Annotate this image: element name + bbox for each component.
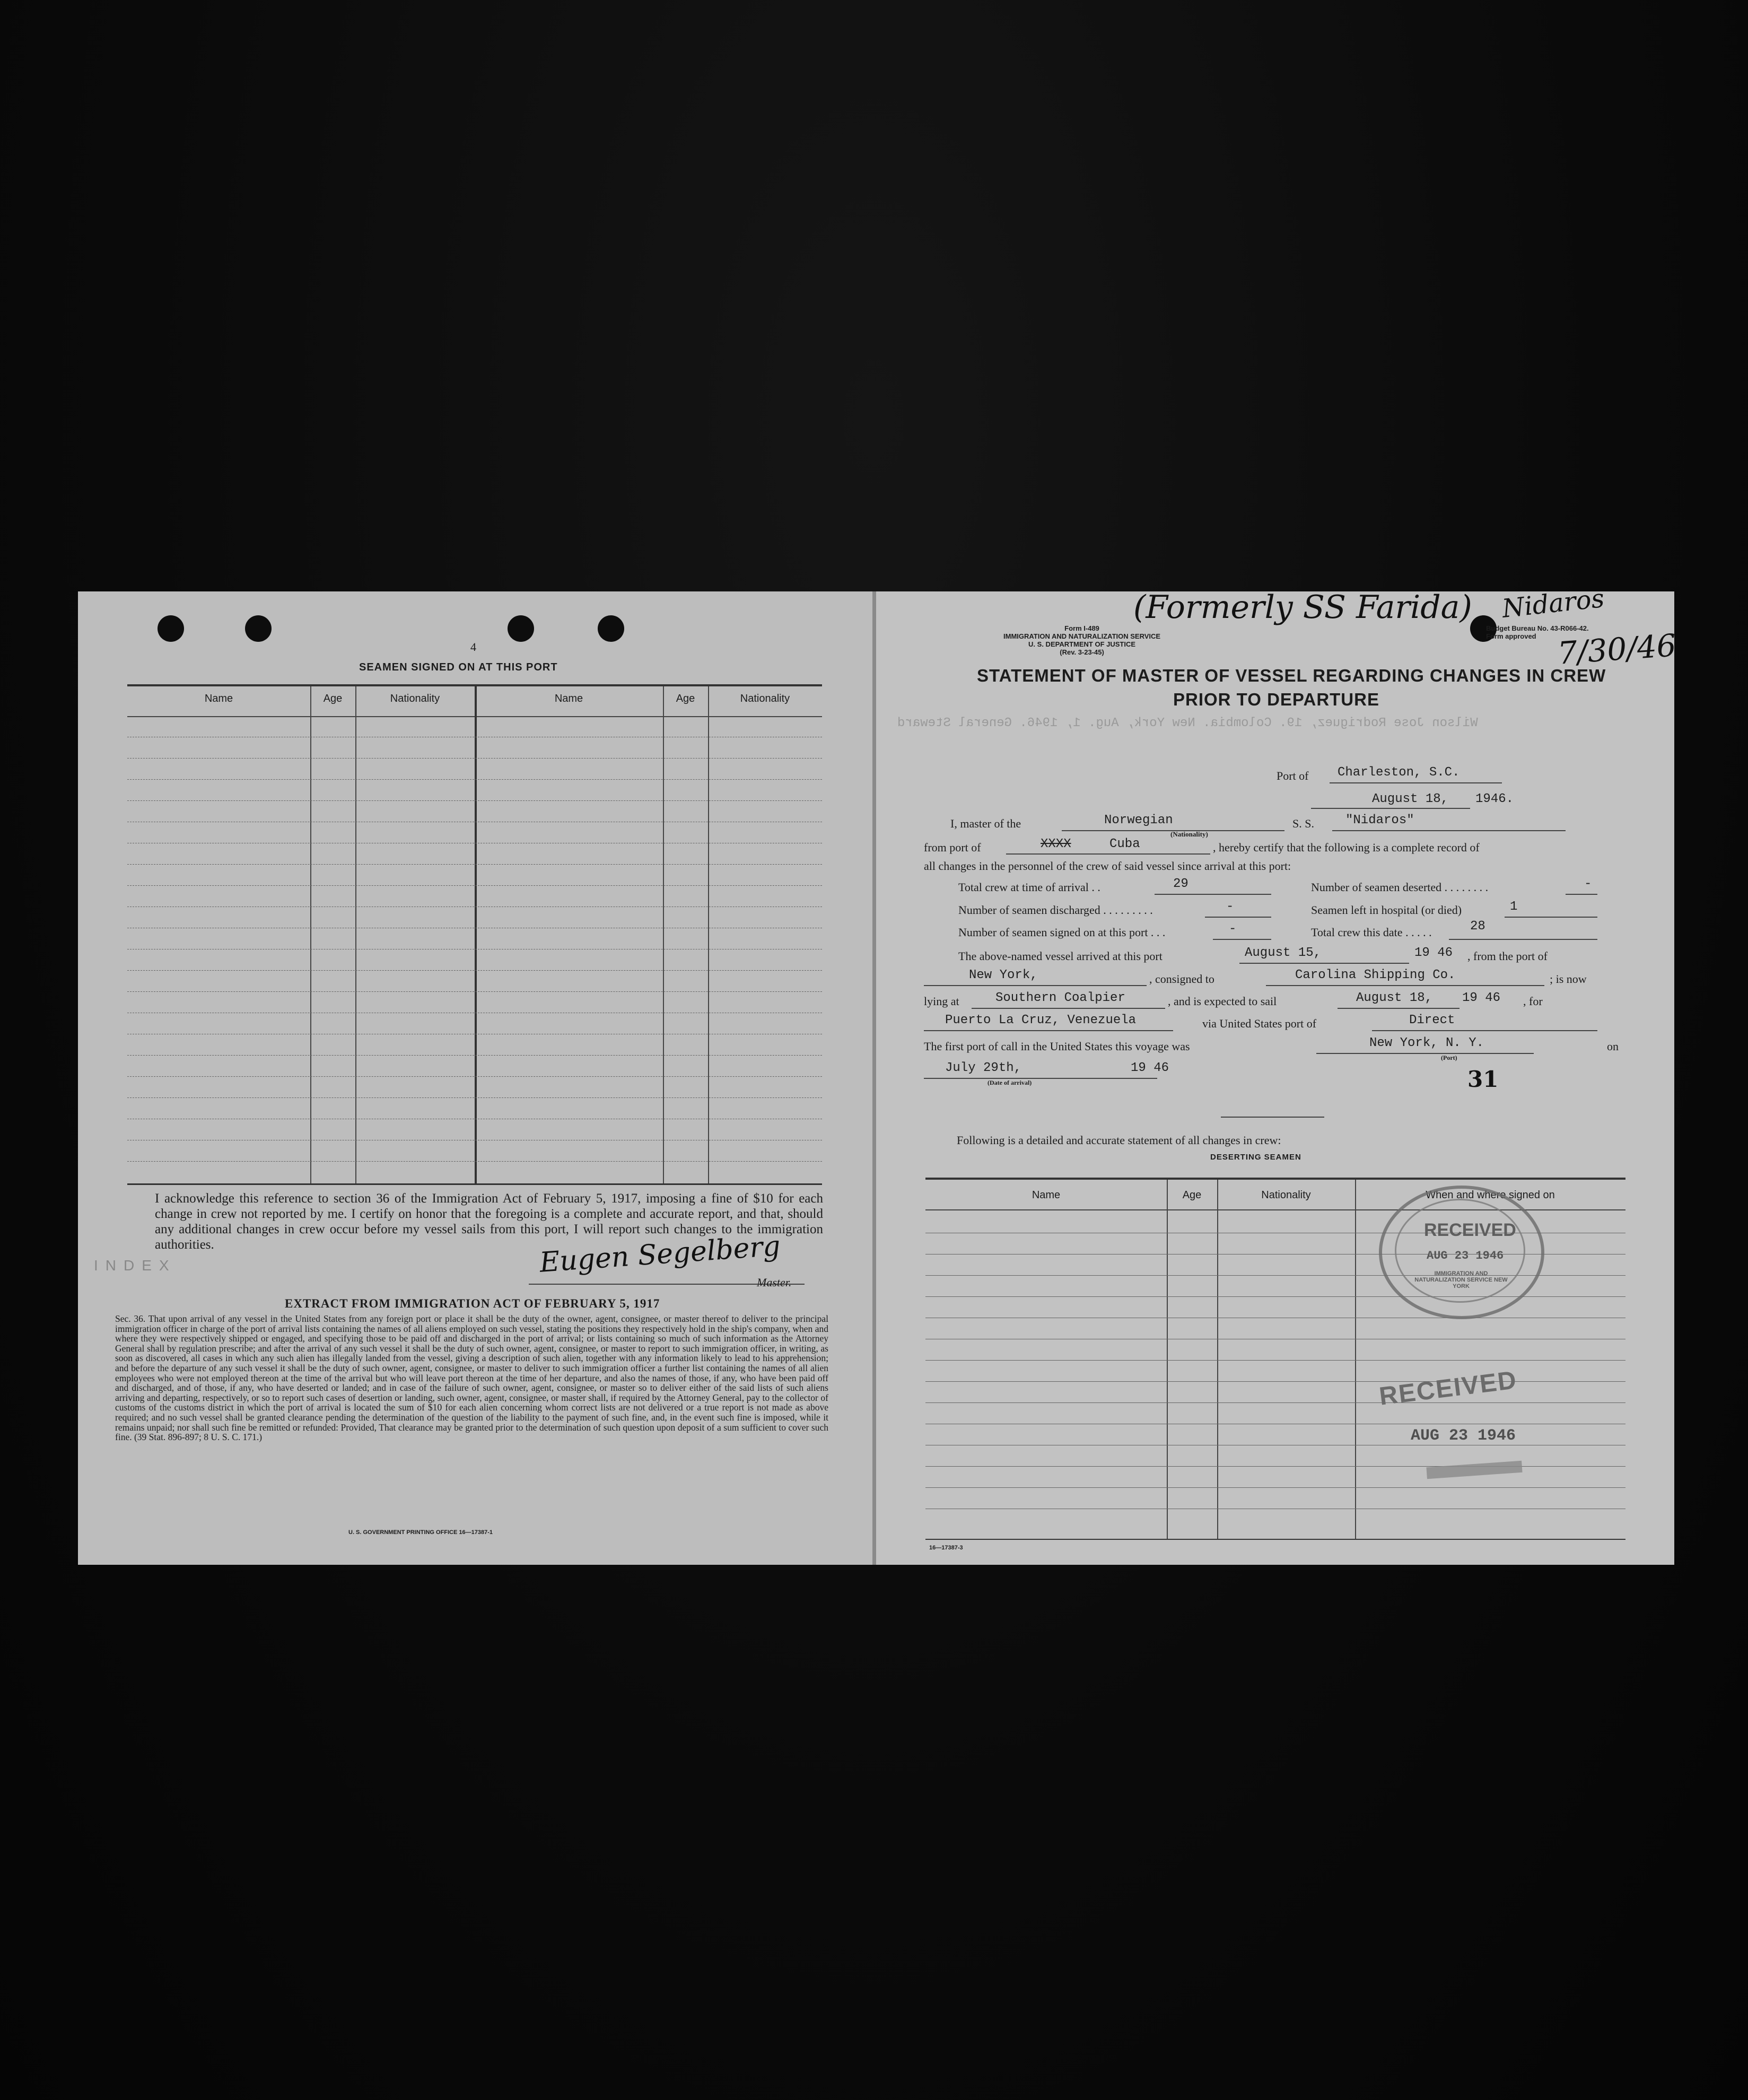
column-header: Age xyxy=(1182,1189,1202,1201)
punch-hole xyxy=(598,615,624,642)
lying-label: lying at xyxy=(924,995,959,1008)
printing-office-note: U. S. GOVERNMENT PRINTING OFFICE 16—17387-1 xyxy=(348,1529,493,1536)
column-header: Nationality xyxy=(1261,1189,1311,1201)
revision-date: (Rev. 3-23-45) xyxy=(1060,648,1104,656)
column-rule xyxy=(355,686,356,1183)
date-year: 1946. xyxy=(1475,792,1514,806)
for-label: , for xyxy=(1523,995,1543,1008)
column-rule xyxy=(663,686,664,1183)
stamp-received-date: AUG 23 1946 xyxy=(1427,1249,1504,1262)
certify-text: , hereby certify that the following is a complete record of xyxy=(1213,841,1480,854)
from-port-label: from port of xyxy=(924,841,981,854)
column-header: When and where signed on xyxy=(1426,1189,1555,1201)
extract-title: EXTRACT FROM IMMIGRATION ACT OF FEBRUARY 5, 1917 xyxy=(285,1297,660,1310)
hospital-value: 1 xyxy=(1510,900,1518,914)
form-title-line1: STATEMENT OF MASTER OF VESSEL REGARDING CHANGES IN CREW xyxy=(977,666,1606,685)
ship-underline xyxy=(1332,830,1566,831)
master-label: Master. xyxy=(757,1276,792,1289)
underline xyxy=(972,1008,1165,1009)
column-rule xyxy=(708,686,709,1183)
table-row xyxy=(127,1055,822,1056)
underline xyxy=(1266,985,1544,986)
table-row xyxy=(925,1487,1625,1488)
page-number: 4 xyxy=(470,640,476,653)
consignee: Carolina Shipping Co. xyxy=(1295,968,1456,982)
form-header xyxy=(1003,624,1160,656)
table-row xyxy=(925,1360,1625,1361)
date-underline xyxy=(1311,808,1470,809)
print-code: 16—17387-3 xyxy=(929,1545,963,1551)
column-header: Name xyxy=(554,693,583,704)
deserting-title: DESERTING SEAMEN xyxy=(1210,1153,1301,1162)
signed-on-label: Number of seamen signed on at this port . . . xyxy=(958,926,1166,939)
port-caption: (Port) xyxy=(1441,1054,1457,1061)
handwritten-number: 31 xyxy=(1467,1066,1499,1092)
ship-name: "Nidaros" xyxy=(1345,813,1414,827)
left-page xyxy=(78,591,872,1565)
table-row xyxy=(127,1076,822,1077)
column-header: Name xyxy=(204,693,233,704)
underline xyxy=(1205,917,1271,918)
form-title-line2: PRIOR TO DEPARTURE xyxy=(1173,690,1379,709)
total-crew-date-label: Total crew this date . . . . . xyxy=(1311,926,1432,939)
on-label: on xyxy=(1607,1040,1619,1053)
separator-rule xyxy=(1221,1117,1324,1118)
total-crew-arrival-label: Total crew at time of arrival . . xyxy=(958,881,1100,894)
underline xyxy=(924,1030,1173,1031)
stamp-agency-text: IMMIGRATION AND NATURALIZATION SERVICE NEW YORK xyxy=(1414,1270,1508,1289)
budget-number: Budget Bureau No. 43-R066-42. xyxy=(1486,624,1589,632)
hospital-label: Seamen left in hospital (or died) xyxy=(1311,903,1462,917)
bleed-through-text: INDEX xyxy=(94,1257,177,1274)
via-value: Direct xyxy=(1409,1013,1455,1027)
table-row xyxy=(127,885,822,886)
table-row xyxy=(127,970,822,971)
arrived-date: August 15, xyxy=(1245,946,1322,960)
arrived-year: 19 46 xyxy=(1414,946,1453,960)
column-header: Name xyxy=(1032,1189,1061,1201)
column-rule xyxy=(1167,1180,1168,1539)
handwritten-ship-name: Nidaros xyxy=(1500,583,1606,624)
is-now-label: ; is now xyxy=(1550,972,1587,986)
column-header: Age xyxy=(323,693,343,704)
agency-name: IMMIGRATION AND NATURALIZATION SERVICE xyxy=(1003,632,1161,640)
table-row xyxy=(127,758,822,759)
port-label: Port of xyxy=(1277,769,1309,782)
column-rule xyxy=(475,686,477,1183)
underline xyxy=(1505,917,1597,918)
arrived-label: The above-named vessel arrived at this port xyxy=(958,949,1163,963)
from-the-port-label: , from the port of xyxy=(1467,949,1548,963)
discharged-value: - xyxy=(1226,900,1234,914)
form-approved: Form approved xyxy=(1486,632,1536,640)
total-crew-arrival-value: 29 xyxy=(1173,877,1188,891)
master-signature: Eugen Segelberg xyxy=(538,1230,782,1279)
underline xyxy=(1372,1030,1597,1031)
ss-label: S. S. xyxy=(1292,817,1314,830)
lying-value: Southern Coalpier xyxy=(995,991,1125,1005)
stamp2-received-text: RECEIVED xyxy=(1377,1366,1519,1411)
arrival-year: 19 46 xyxy=(1131,1061,1169,1075)
underline xyxy=(1239,963,1409,964)
form-number: Form I-489 xyxy=(1064,624,1099,632)
master-of-label: I, master of the xyxy=(950,817,1021,830)
discharged-label: Number of seamen discharged . . . . . . . . . xyxy=(958,903,1153,917)
punch-hole xyxy=(158,615,184,642)
column-rule xyxy=(310,686,311,1183)
table-row xyxy=(127,864,822,865)
stamp-received-text: RECEIVED xyxy=(1424,1220,1516,1240)
punch-hole xyxy=(508,615,534,642)
underline xyxy=(1566,894,1597,895)
underline xyxy=(924,985,1147,986)
arrival-date: July 29th, xyxy=(945,1061,1022,1075)
destination: Puerto La Cruz, Venezuela xyxy=(945,1013,1137,1027)
changes-text: all changes in the personnel of the crew of said vessel since arrival at this port: xyxy=(924,859,1291,873)
sail-date: August 18, xyxy=(1356,991,1433,1005)
page-fold xyxy=(872,591,876,1565)
column-header: Age xyxy=(676,693,695,704)
from-port-underline xyxy=(1006,853,1210,855)
right-page xyxy=(876,583,1677,1565)
handwritten-date: 7/30/46 xyxy=(1556,627,1677,672)
deserted-label: Number of seamen deserted . . . . . . . . xyxy=(1311,881,1489,894)
budget-header xyxy=(1486,624,1589,640)
following-text: Following is a detailed and accurate statement of all changes in crew: xyxy=(957,1134,1281,1147)
table-row xyxy=(925,1402,1625,1403)
table-row xyxy=(127,1161,822,1162)
column-header: Nationality xyxy=(390,693,440,704)
underline xyxy=(1316,1053,1534,1054)
bleed-through-record: Wilson Jose Rodriguez, 19. Colombia. New York, Aug. 1, 1946. General Steward xyxy=(897,716,1478,730)
port-underline xyxy=(1330,782,1502,783)
nationality-value: Norwegian xyxy=(1104,813,1173,827)
port-value: Charleston, S.C. xyxy=(1338,765,1460,780)
table-row xyxy=(925,1381,1625,1382)
underline xyxy=(924,1078,1157,1079)
underline xyxy=(1155,894,1271,895)
from-port-struck: XXXX xyxy=(1041,837,1071,851)
table-row xyxy=(127,991,822,992)
extract-body: Sec. 36. That upon arrival of any vessel in the United States from any foreign port or place it shall be the duty of the owner, agent, consignee, or master thereof to deliver to the principal immigration officer in charge of the port of arrival lists containing the names of all aliens employed on such vessel, stating the positions they respectively hold in the ship's company, when and where they were respectively shipped or engaged, and specifying those to be paid off and discharged in the port of arrival; or lists containing so much of such information as the Attorney General shall by regulation prescribe; and after the arrival of any such vessel it shall be the duty of such owner, agent, consignee, or master to report to such immigration officer, in writing, as soon as discovered, all cases in which any such alien has illegally landed from the vessel, giving a description of such alien, together with any information likely to lead to his apprehension; and before the departure of any such vessel it shall be the duty of such owner, agent, consignee, or master to deliver to such immigration officer a further list containing the names of all alien employees who were not employed thereon at the time of the arrival but who will leave port thereon at the time of her departure, and also the names of those, if any, who have been paid off and discharged, and of those, if any, who have deserted or landed; and in case of the failure of such owner, agent, consignee, or master so to deliver either of the said lists of such aliens arriving and departing, respectively, or so to report such cases of desertion or landing, such owner, agent, consignee, or master shall, if required by the Attorney General, pay to the collector of customs of the customs district in which the port of arrival is located the sum of $10 for each alien concerning whom correct lists are not delivered or a true report is not made as above required; and no such vessel shall be granted clearance pending the determination of the question of the liability to the payment of such fine, and, in the event such fine is imposed, while it remains unpaid; nor shall such fine be remitted or refunded: Provided, That clearance may be granted prior to the determination of such question upon deposit of a sum sufficient to cover such fine. (39 Stat. 896-897; 8 U. S. C. 171.) xyxy=(115,1313,828,1443)
seamen-signed-on-table xyxy=(127,684,822,1185)
table-row xyxy=(127,779,822,780)
expected-label: , and is expected to sail xyxy=(1168,995,1277,1008)
total-crew-date-value: 28 xyxy=(1470,919,1485,934)
date-of-arrival-caption: (Date of arrival) xyxy=(987,1079,1032,1086)
underline xyxy=(1338,1008,1459,1009)
column-header: Nationality xyxy=(740,693,790,704)
section-title: SEAMEN SIGNED ON AT THIS PORT xyxy=(359,661,558,673)
stamp2-received-date: AUG 23 1946 xyxy=(1411,1427,1516,1445)
nationality-caption: (Nationality) xyxy=(1170,830,1208,838)
consigned-label: , consigned to xyxy=(1149,972,1214,986)
department-name: U. S. DEPARTMENT OF JUSTICE xyxy=(1028,640,1136,648)
table-row xyxy=(127,800,822,801)
arrived-from: New York, xyxy=(969,968,1038,982)
underline xyxy=(1213,939,1271,940)
column-rule xyxy=(1355,1180,1356,1539)
handwritten-former-name: (Formerly SS Farida) xyxy=(1133,589,1472,626)
date-value: August 18, xyxy=(1372,792,1449,806)
signed-on-value: - xyxy=(1229,922,1237,936)
via-label: via United States port of xyxy=(1202,1017,1317,1030)
sail-year: 19 46 xyxy=(1462,991,1501,1005)
punch-hole xyxy=(245,615,272,642)
column-rule xyxy=(1217,1180,1218,1539)
table-row xyxy=(127,1097,822,1098)
deserted-value: - xyxy=(1584,877,1592,891)
first-port-value: New York, N. Y. xyxy=(1369,1036,1484,1050)
first-port-label: The first port of call in the United States this voyage was xyxy=(924,1040,1190,1053)
from-port-value: Cuba xyxy=(1109,837,1140,851)
acknowledgement-text: I acknowledge this reference to section 36 of the Immigration Act of February 5, 1917, imposing a fine of $10 for each change in crew not reported by me. I certify on honor that the foregoing is a complete and accurate report, and that, should any additional changes in crew occur before my vessel sails from this port, I will report such changes to the immigration authorities. xyxy=(155,1191,823,1252)
underline xyxy=(1449,939,1597,940)
